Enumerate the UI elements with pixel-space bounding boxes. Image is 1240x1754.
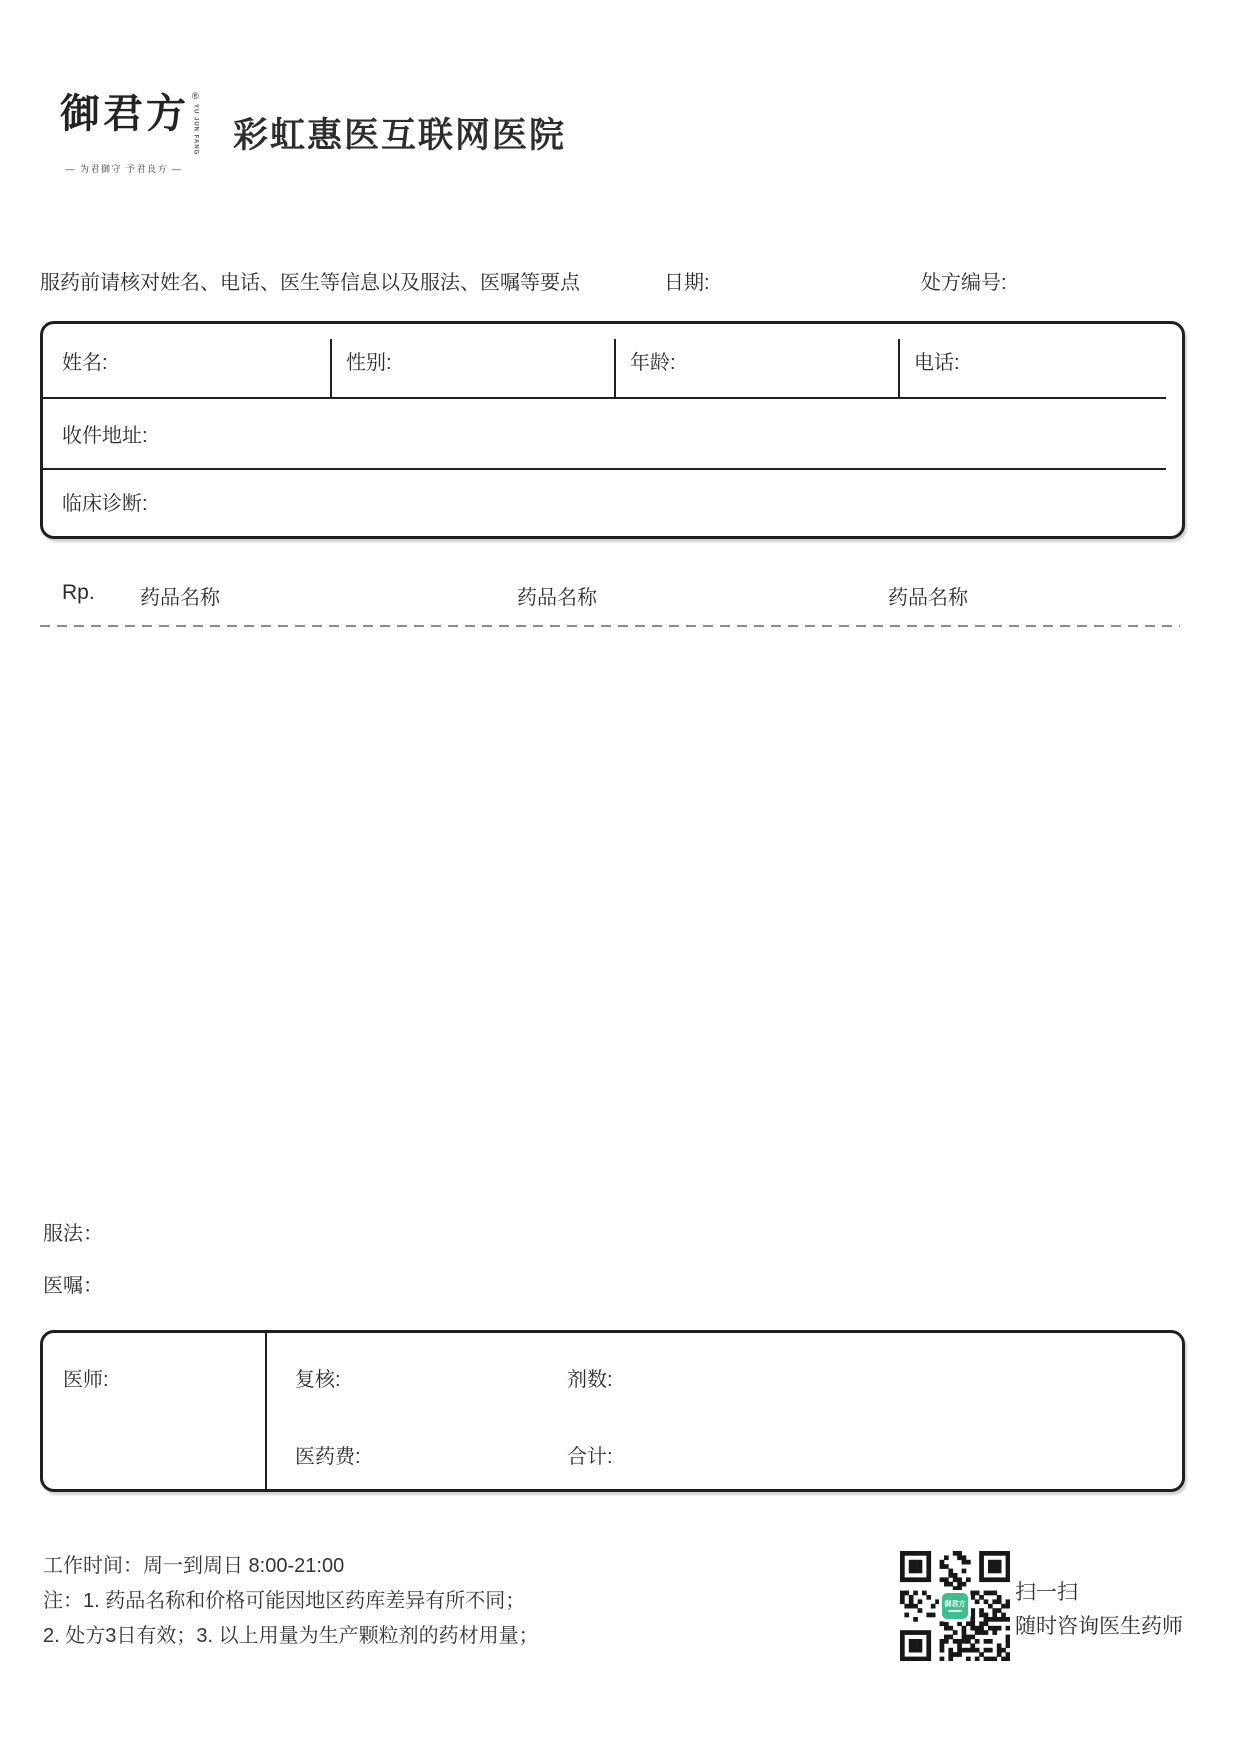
footer-notes — [43, 1555, 539, 1660]
hospital-title: 彩虹惠医互联网医院 — [233, 116, 567, 155]
fee-fields — [267, 1333, 1182, 1489]
scan-subtitle: 随时咨询医生药师 — [1015, 1615, 1183, 1638]
doctor-fee-box — [40, 1330, 1185, 1492]
brand-logo-marks — [192, 92, 199, 155]
rx-number-label: 处方编号: — [921, 272, 1007, 294]
notice-row — [40, 266, 1185, 292]
registered-trademark-icon: ® — [192, 91, 199, 101]
doctor-label: 医师: — [63, 1369, 109, 1391]
gender-field — [330, 324, 614, 397]
drug-name-header: 药品名称 — [140, 587, 220, 609]
drug-name-header: 药品名称 — [888, 587, 968, 609]
brand-tagline: — 为君御守 予君良方 — — [65, 164, 183, 175]
qr-logo-underline — [948, 1610, 962, 1612]
medicine-fee-label: 医药费: — [295, 1446, 361, 1468]
brand-logo-romanized: YU JUN FANG — [192, 104, 199, 156]
total-label: 合计: — [567, 1446, 613, 1468]
doctor-advice-label: 医嘱： — [43, 1275, 103, 1297]
age-field — [614, 324, 898, 397]
address-label: 收件地址: — [62, 425, 148, 447]
check-reminder-text: 服药前请核对姓名、电话、医生等信息以及服法、医嘱等要点 — [40, 272, 580, 294]
note-line-1: 注：1. 药品名称和价格可能因地区药库差异有所不同； — [43, 1590, 526, 1612]
dashed-divider — [40, 625, 1180, 627]
doses-label: 剂数: — [567, 1369, 613, 1391]
review-label: 复核: — [295, 1369, 341, 1391]
diagnosis-label: 临床诊断: — [62, 493, 148, 515]
phone-field — [898, 324, 1182, 397]
date-label: 日期: — [664, 272, 710, 294]
diagnosis-field — [43, 470, 1182, 533]
brand-logo-text: 御君方 — [60, 90, 189, 137]
doctor-field — [43, 1333, 267, 1489]
patient-row-basic — [43, 324, 1182, 397]
phone-label: 电话: — [914, 352, 960, 374]
address-field — [43, 399, 1182, 468]
rp-label: Rp. — [62, 581, 95, 604]
qr-center-logo — [939, 1590, 971, 1622]
work-hours-text: 工作时间：周一到周日 8:00-21:00 — [43, 1555, 345, 1577]
name-label: 姓名: — [62, 352, 108, 374]
age-label: 年龄: — [630, 352, 676, 374]
usage-method-label: 服法： — [43, 1223, 103, 1245]
rx-header-row — [40, 581, 1185, 607]
brand-logo — [60, 92, 199, 175]
qr-logo-text: 御君方 — [944, 1600, 966, 1608]
gender-label: 性别: — [346, 352, 392, 374]
patient-info-box — [40, 321, 1185, 539]
scan-title: 扫一扫 — [1015, 1581, 1078, 1604]
note-line-2: 2. 处方3日有效；3. 以上用量为生产颗粒剂的药材用量； — [43, 1625, 539, 1647]
name-field — [43, 324, 330, 397]
drug-name-header: 药品名称 — [517, 587, 597, 609]
qr-code — [900, 1551, 1010, 1661]
